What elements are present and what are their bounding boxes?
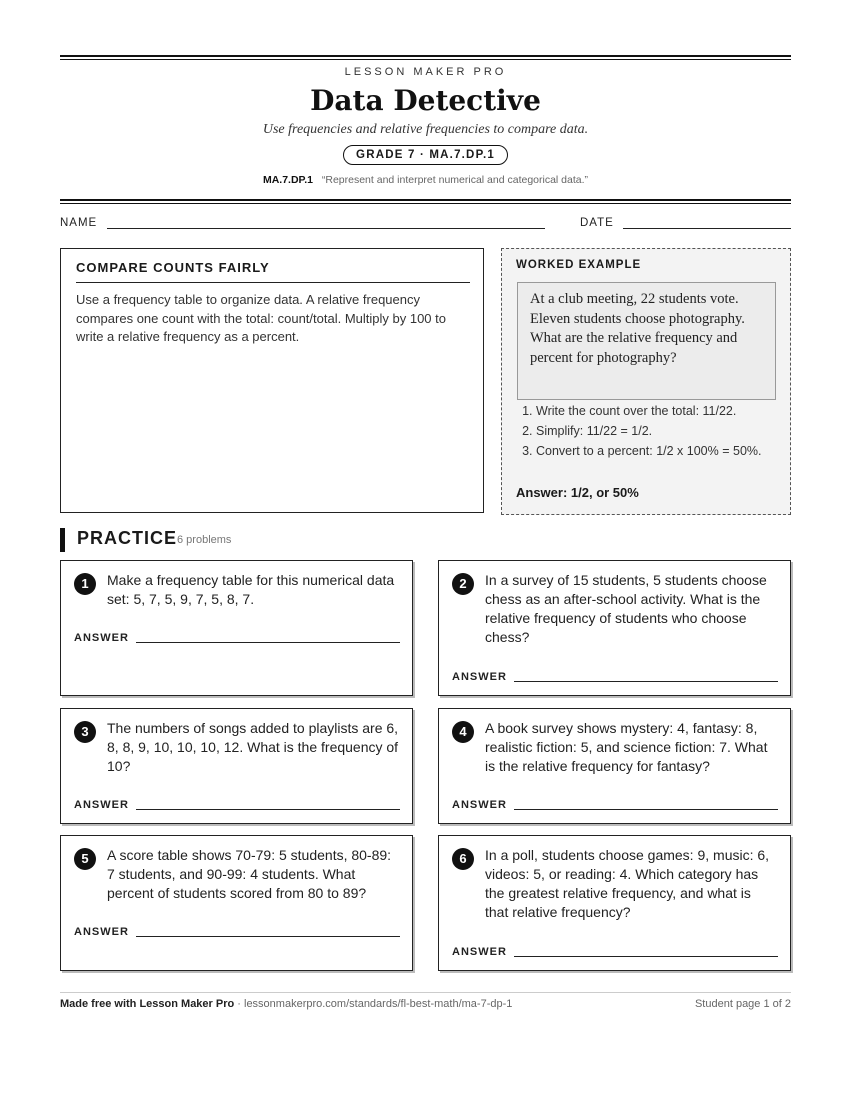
problem-card-3	[60, 708, 413, 824]
name-label: NAME	[60, 217, 98, 229]
brand-name: LESSON MAKER PRO	[344, 66, 507, 78]
problem-text: A book survey shows mystery: 4, fantasy: 8, realistic fiction: 5, and science fiction: 7. What is the relative frequency for fantasy?	[485, 720, 768, 774]
answer-label: ANSWER	[452, 671, 507, 683]
problem-number-badge: 1	[74, 573, 96, 595]
problem-number-badge: 5	[74, 848, 96, 870]
answer-field-3[interactable]	[136, 809, 400, 810]
problem-number-badge: 2	[452, 573, 474, 595]
worksheet-page	[60, 0, 791, 1100]
standard-line	[60, 174, 791, 186]
worked-example-label: WORKED EXAMPLE	[516, 259, 642, 271]
concept-text: Use a frequency table to organize data. A relative frequency compares one count with the total: count/total. Multiply by 100 to write a relative frequency as a percent.	[76, 292, 446, 344]
problem-text: A score table shows 70-79: 5 students, 80-89: 7 students, and 90-99: 4 students. What percent of students scored from 80 to 89?	[107, 847, 392, 901]
footer-url[interactable]: · lessonmakerpro.com/standards/fl-best-math/ma-7-dp-1	[234, 998, 513, 1010]
answer-label: ANSWER	[74, 926, 129, 938]
footer-credit	[60, 998, 512, 1010]
problem-text: In a poll, students choose games: 9, music: 6, videos: 5, or reading: 4. Which category has the greatest relative frequency, and what is that relative frequency?	[485, 847, 770, 920]
problem-text: The numbers of songs added to playlists are 6, 8, 8, 9, 10, 10, 10, 12. What is the frequency of 10?	[107, 720, 399, 774]
page-title: Data Detective	[310, 84, 541, 117]
answer-label: ANSWER	[452, 946, 507, 958]
page-subtitle: Use frequencies and relative frequencies to compare data.	[262, 122, 589, 137]
problem-card-6	[438, 835, 791, 971]
example-step: 3. Convert to a percent: 1/2 x 100% = 50%.	[536, 443, 786, 459]
problem-card-5	[60, 835, 413, 971]
date-label: DATE	[580, 217, 614, 229]
header-bottom-rule	[60, 199, 791, 201]
answer-field-2[interactable]	[514, 681, 778, 682]
worked-example-box	[501, 248, 791, 515]
practice-accent-bar	[60, 528, 65, 552]
answer-field-6[interactable]	[514, 956, 778, 957]
answer-label: ANSWER	[452, 799, 507, 811]
answer-label: ANSWER	[74, 632, 129, 644]
practice-title: PRACTICE	[77, 528, 178, 548]
name-field[interactable]	[107, 228, 545, 229]
worked-example-steps	[516, 403, 786, 463]
worked-example-problem: At a club meeting, 22 students vote. Eleven students choose photography. What are the relative frequency and percent for photography?	[517, 282, 776, 400]
answer-label: ANSWER	[74, 799, 129, 811]
practice-count: 6 problems	[177, 534, 232, 546]
answer-field-1[interactable]	[136, 642, 400, 643]
example-step: 1. Write the count over the total: 11/22.	[536, 403, 786, 419]
problem-text: Make a frequency table for this numerical data set: 5, 7, 5, 9, 7, 5, 8, 7.	[107, 572, 395, 607]
worked-example-answer: Answer: 1/2, or 50%	[516, 485, 639, 500]
problem-number-badge: 4	[452, 721, 474, 743]
footer-rule	[60, 992, 791, 993]
standard-text: “Represent and interpret numerical and categorical data.”	[321, 174, 589, 186]
header-top-rule	[60, 55, 791, 57]
date-field[interactable]	[623, 228, 791, 229]
problem-text: In a survey of 15 students, 5 students choose chess as an after-school activity. What is the relative frequency of students who choose chess?	[485, 572, 767, 645]
problem-number-badge: 3	[74, 721, 96, 743]
standard-code: MA.7.DP.1	[262, 174, 313, 186]
problem-number-badge: 6	[452, 848, 474, 870]
concept-box	[60, 248, 484, 513]
example-step: 2. Simplify: 11/22 = 1/2.	[536, 423, 786, 439]
footer-made-with: Made free with Lesson Maker Pro	[60, 998, 235, 1010]
answer-field-4[interactable]	[514, 809, 778, 810]
problem-card-1	[60, 560, 413, 696]
problem-card-4	[438, 708, 791, 824]
problem-card-2	[438, 560, 791, 696]
page-number: Student page 1 of 2	[694, 998, 791, 1010]
answer-field-5[interactable]	[136, 936, 400, 937]
grade-badge: GRADE 7 · MA.7.DP.1	[343, 145, 508, 165]
concept-title: COMPARE COUNTS FAIRLY	[76, 260, 470, 283]
